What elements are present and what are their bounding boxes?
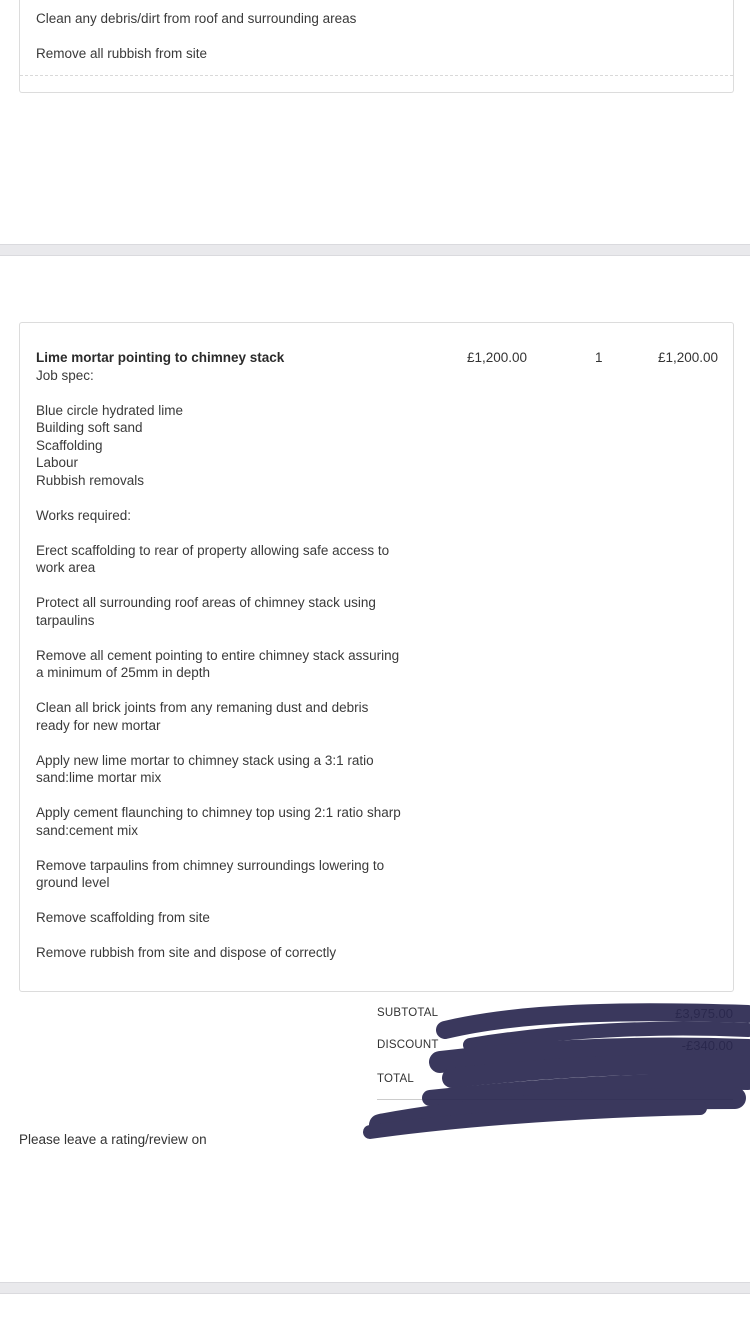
subtotal-label: SUBTOTAL: [377, 1007, 439, 1019]
desc-line: ready for new mortar: [36, 718, 161, 733]
item-title: Lime mortar pointing to chimney stack: [36, 350, 285, 365]
spec-line: Clean any debris/dirt from roof and surrounding areas: [36, 11, 357, 26]
discount-label: DISCOUNT: [377, 1039, 439, 1051]
total-label: TOTAL: [377, 1073, 414, 1085]
desc-line: ground level: [36, 875, 110, 890]
desc-line: Protect all surrounding roof areas of chimney stack using: [36, 595, 376, 610]
desc-line: a minimum of 25mm in depth: [36, 665, 211, 680]
desc-line: Clean all brick joints from any remaning dust and debris: [36, 700, 369, 715]
discount-value: -£340.00: [681, 1038, 733, 1053]
item-amount: £1,200.00: [657, 350, 718, 365]
desc-line: Scaffolding: [36, 438, 103, 453]
desc-line: Apply cement flaunching to chimney top using 2:1 ratio sharp: [36, 805, 401, 820]
subtotal-value: £3,975.00: [675, 1006, 733, 1021]
desc-line: Labour: [36, 455, 79, 470]
desc-line: Remove all cement pointing to entire chimney stack assuring: [36, 648, 400, 663]
desc-line: Remove scaffolding from site: [36, 910, 210, 925]
desc-line: Blue circle hydrated lime: [36, 403, 184, 418]
desc-line: work area: [36, 560, 96, 575]
page-break-divider: [0, 1282, 750, 1294]
desc-line: Job spec:: [36, 368, 94, 383]
desc-line: Works required:: [36, 508, 132, 523]
desc-line: Erect scaffolding to rear of property allowing safe access to: [36, 543, 390, 558]
desc-line: Remove tarpaulins from chimney surroundings lowering to: [36, 858, 385, 873]
review-request-text: Please leave a rating/review on: [19, 1132, 207, 1147]
item-unit-price: £1,200.00: [467, 350, 528, 365]
desc-line: tarpaulins: [36, 613, 95, 628]
desc-line: sand:cement mix: [36, 823, 139, 838]
spec-line: Remove all rubbish from site: [36, 46, 208, 61]
desc-line: Apply new lime mortar to chimney stack using a 3:1 ratio: [36, 753, 374, 768]
item-quantity: 1: [595, 350, 603, 365]
desc-line: Rubbish removals: [36, 473, 145, 488]
desc-line: sand:lime mortar mix: [36, 770, 162, 785]
desc-line: Remove rubbish from site and dispose of correctly: [36, 945, 337, 960]
desc-line: Building soft sand: [36, 420, 143, 435]
